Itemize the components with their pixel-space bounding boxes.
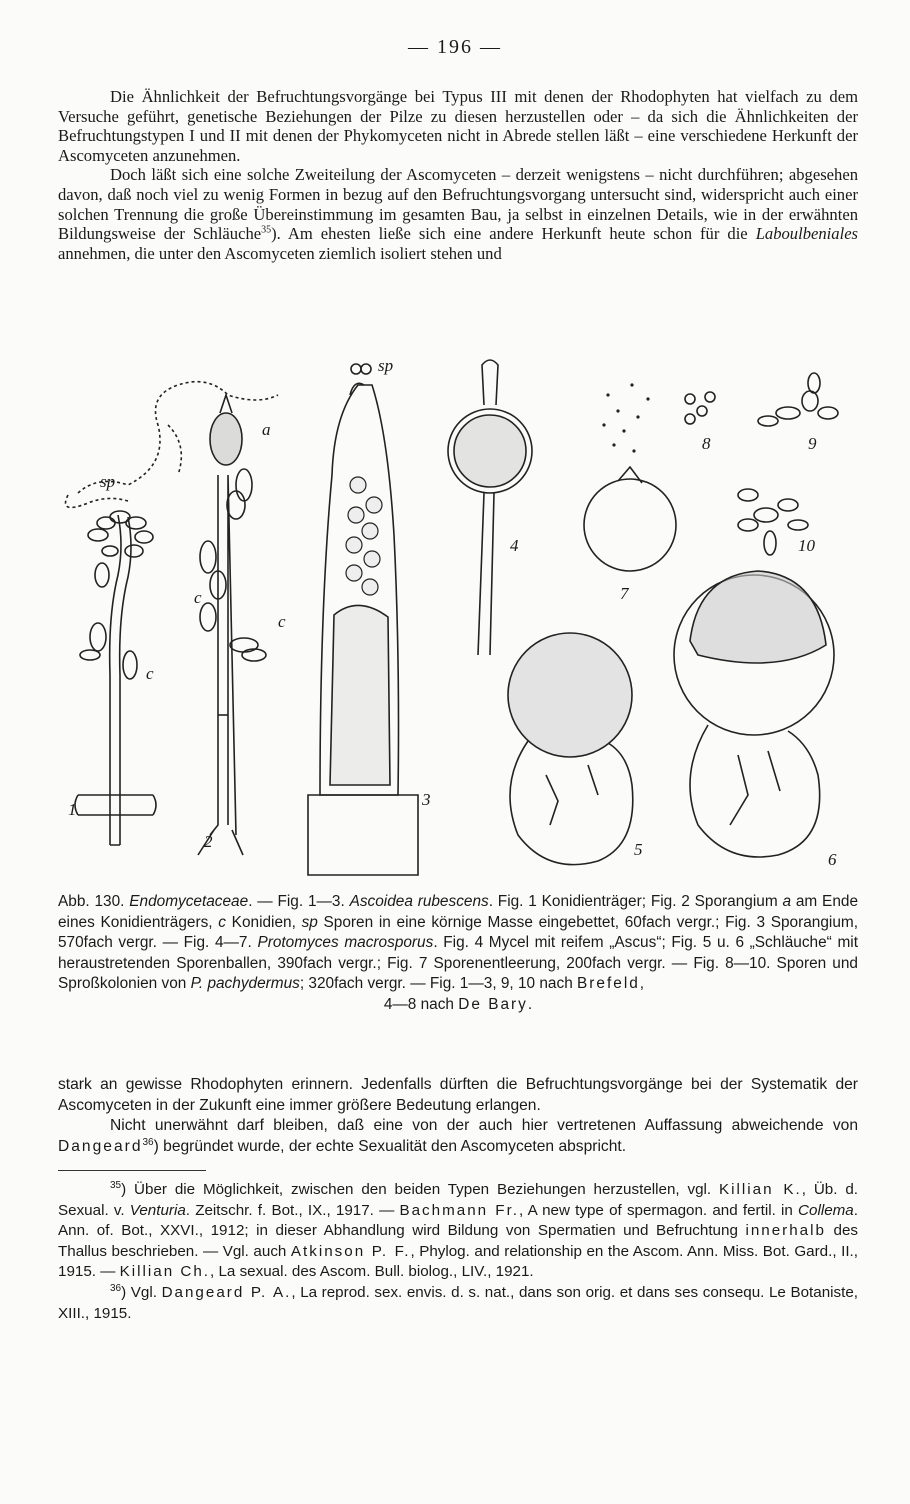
text-run: , (639, 975, 645, 992)
text-run: Nicht unerwähnt darf bleiben, daß eine von der auch hier vertretenen Auffassung abweichende von (110, 1117, 858, 1134)
figure-label: 1 (68, 800, 77, 819)
author-name: Killian Ch. (119, 1263, 211, 1281)
intro-text (58, 87, 858, 263)
text-run: . — Fig. 1—3. (248, 893, 350, 910)
fig5-ascus (508, 633, 633, 865)
fig9-colony (758, 373, 838, 426)
taxon-name: Endomycetaceae (129, 893, 249, 910)
paragraph: stark an gewisse Rhodophyten erinnern. Jedenfalls dürften die Befruchtungsvorgänge bei der Systematik der Ascomyceten in der Zukunft eine immer größere Bedeutung erlangen. (58, 1076, 858, 1114)
footnote-marker: 36 (110, 1282, 122, 1294)
figure-label: 8 (702, 434, 711, 453)
text-run: annehmen, die unter den Ascomyceten ziemlich isoliert stehen und (58, 243, 502, 263)
author-name: De Bary (458, 995, 528, 1013)
fig1-conidiophore (66, 382, 279, 845)
figure-label: c (278, 612, 286, 631)
footnote-ref: 35 (261, 224, 272, 236)
text-run: . Zeitschr. f. Bot., IX., 1917. — (185, 1201, 400, 1219)
footnote-rule (58, 1170, 206, 1171)
text-run: Doch läßt sich eine solche Zweiteilung der Ascomyceten – derzeit wenigstens – nicht durchführen; abgesehen davon, daß noch viel zu wenig Formen in bezug auf den Befruchtungsvorgang untersucht sind, widerspricht auch einer solchen Trennung die große Übereinstimmung im gesamten Bau, ja selbst in einzelnen Details, wie in der erwähnten Bildungsweise der Schläuche (58, 165, 858, 244)
text-run: ). Am ehesten ließe sich eine andere Herkunft heute schon für die (271, 224, 756, 244)
fig7-discharge (584, 383, 676, 571)
figure-label: 4 (510, 536, 519, 555)
author-name: Dangeard (58, 1137, 143, 1155)
figure-label: 10 (798, 536, 815, 555)
footnote-ref: 36 (142, 1136, 154, 1148)
taxon-name: Ascoidea rubescens (349, 893, 489, 910)
fig4-mycel (448, 360, 532, 655)
figure-label: 7 (620, 584, 629, 603)
footnote-36 (58, 1283, 858, 1324)
fig2-sporangium (198, 395, 266, 855)
emphasis: innerhalb (745, 1222, 826, 1240)
text-run: Konidien, (225, 913, 302, 931)
figure-label: 3 (422, 790, 431, 809)
text-run: ) Vgl. (121, 1283, 162, 1301)
text-run: ) begründet wurde, der echte Sexualität den Ascomyceten abspricht. (153, 1137, 627, 1155)
taxon-name: Collema (798, 1201, 854, 1219)
author-name: Atkinson P. F. (290, 1242, 411, 1260)
footnotes (58, 1180, 858, 1324)
body-text (58, 1075, 858, 1157)
figure-label: 9 (808, 434, 817, 453)
caption-last-line (58, 995, 858, 1016)
author-name: Brefeld (577, 975, 640, 992)
paragraph (58, 1116, 858, 1157)
fig6-ascus (674, 571, 834, 857)
label-ref: c (218, 913, 226, 931)
fig8-spores (685, 392, 715, 424)
page-number: — 196 — (408, 36, 502, 58)
text-run: Sporen in eine körnige Masse eingebettet, 60fach vergr.; Fig. 3 Sporangium, 570fach vergr. — Fig. 4—7. (58, 913, 858, 951)
text-run: , Phylog. and relationship en the Ascom. Ann. Miss. Bot. Gard., II., 1915. — (58, 1242, 858, 1281)
text-run: . (527, 995, 533, 1013)
figure-label: 6 (828, 850, 837, 869)
footnote-35 (58, 1180, 858, 1283)
text-run: . Ann. of. Bot., XXVI., 1912; in dieser Abhandlung wird Bildung von Spermatien und Befruchtung (58, 1201, 858, 1240)
caption-lead: Abb. 130. (58, 893, 130, 910)
text-run: . Fig. 1 Konidienträger; Fig. 2 Sporangium (488, 893, 783, 910)
paragraph (58, 165, 858, 263)
label-ref: sp (301, 913, 318, 931)
taxon-name: Protomyces macrosporus (257, 934, 434, 951)
label-ref: a (782, 893, 792, 910)
text-run: , La reprod. sex. envis. d. s. nat., dans son orig. et dans ses consequ. Le Botaniste, XIII., 1915. (58, 1283, 859, 1322)
figure-caption (58, 892, 858, 1015)
taxon-name: Laboulbeniales (755, 224, 859, 244)
footnote-marker: 35 (110, 1179, 122, 1191)
figure-label: c (146, 664, 154, 683)
text-run: . Fig. 4 Mycel mit reifem „Ascus“; Fig. 5 u. 6 „Schläuche“ mit heraustretenden Sporenballen, 390fach vergr.; Fig. 7 Sporenentleerung, 200fach vergr. — Fig. 8—10. Sporen und Sproßkolonien von (58, 934, 858, 992)
text-run: , A new type of spermagon. and fertil. in (519, 1201, 799, 1219)
figure-label: a (262, 420, 271, 439)
text-run: ) Über die Möglichkeit, zwischen den beiden Typen Beziehungen herzustellen, vgl. (121, 1181, 719, 1198)
author-name: Bachmann Fr. (399, 1201, 520, 1219)
figure-label: c (194, 588, 202, 607)
figure-illustration (58, 355, 858, 883)
text-run: , Üb. d. Sexual. v. (58, 1181, 858, 1219)
text-run: am Ende eines Konidienträgers, (58, 893, 858, 931)
figure-label: 5 (634, 840, 643, 859)
taxon-name: P. pachydermus (190, 975, 300, 992)
taxon-name: Venturia (129, 1201, 186, 1219)
text-run: , La sexual. des Ascom. Bull. biolog., LIV., 1921. (210, 1263, 534, 1281)
author-name: Killian K. (719, 1181, 802, 1198)
text-run: ; 320fach vergr. — Fig. 1—3, 9, 10 nach (299, 975, 578, 992)
paragraph: Die Ähnlichkeit der Befruchtungsvorgänge bei Typus III mit denen der Rhodophyten hat vielfach zu dem Versuche geführt, genetische Beziehungen der Pilze zu diesen herzustellen oder – da sich die Ähnlichkeiten der Befruchtungstypen I und II mit denen der Phykomyceten nicht in Abrede stellen läßt – eine verschiedene Herkunft der Ascomyceten anzunehmen. (58, 87, 858, 165)
fig3-sporangium (308, 364, 418, 875)
author-name: Dangeard P. A. (161, 1283, 292, 1301)
figure-label: 2 (204, 832, 213, 851)
figure-drawing (58, 355, 858, 883)
figure-label: sp (378, 356, 394, 375)
text-run: 4—8 nach (383, 995, 459, 1013)
figure-label: sp (100, 472, 116, 491)
text-run: des Thallus beschrieben. — Vgl. auch (58, 1222, 858, 1260)
